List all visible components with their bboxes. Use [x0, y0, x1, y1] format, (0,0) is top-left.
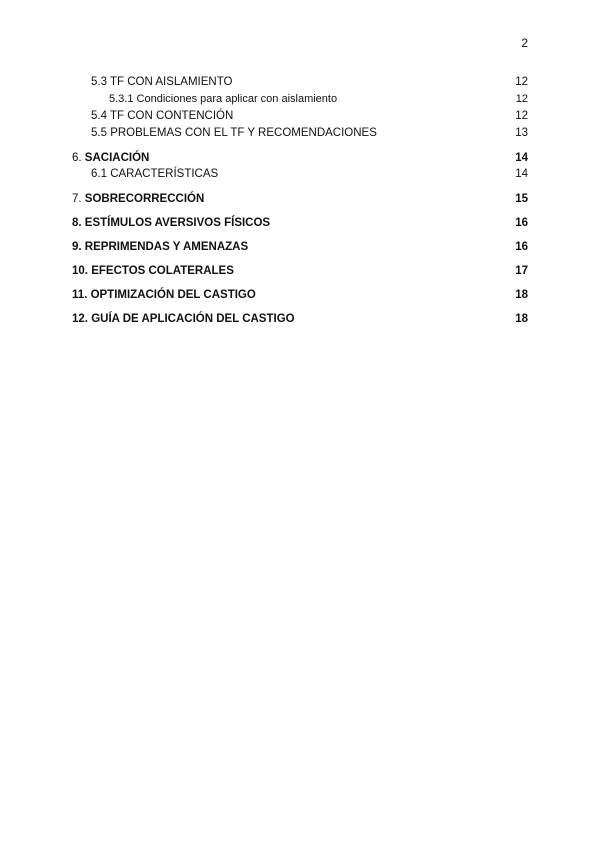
toc-entry-5-5[interactable] [72, 125, 528, 142]
toc-entry-10[interactable] [72, 263, 528, 279]
toc-entry-6-1[interactable] [72, 166, 528, 183]
toc-entry-number: 9. [72, 241, 82, 253]
toc-entry-label [109, 91, 337, 108]
toc-entry-5-4[interactable] [72, 108, 528, 125]
toc-entry-number: 8. [72, 217, 82, 229]
toc-entry-label [72, 311, 295, 327]
toc-entry-title: TF CON CONTENCIÓN [110, 110, 234, 122]
toc-entry-page: 12 [515, 93, 528, 105]
toc-entry-title: ESTÍMULOS AVERSIVOS FÍSICOS [84, 217, 271, 229]
toc-entry-title: PROBLEMAS CON EL TF Y RECOMENDACIONES [110, 127, 377, 139]
toc-entry-label [91, 166, 218, 183]
toc-entry-page: 16 [515, 217, 528, 229]
toc-entry-number: 5.4 [91, 110, 107, 122]
toc-entry-number: 5.3.1 [109, 93, 134, 105]
toc-entry-label [72, 215, 270, 231]
toc-entry-title: SACIACIÓN [84, 152, 150, 164]
toc-entry-page: 14 [515, 168, 528, 180]
toc-entry-page: 12 [515, 76, 528, 88]
toc-entry-title: TF CON AISLAMIENTO [110, 76, 233, 88]
toc-entry-label [72, 239, 248, 255]
toc-entry-title: REPRIMENDAS Y AMENAZAS [84, 241, 249, 253]
toc-entry-title: CARACTERÍSTICAS [110, 168, 219, 180]
toc-entry-number: 12. [72, 313, 88, 325]
toc-entry-8[interactable] [72, 215, 528, 231]
toc-entry-page: 14 [515, 152, 528, 164]
toc-entry-label [91, 125, 377, 142]
toc-entry-title: SOBRECORRECCIÓN [84, 193, 205, 205]
toc-entry-title: GUÍA DE APLICACIÓN DEL CASTIGO [91, 313, 295, 325]
toc-entry-12[interactable] [72, 311, 528, 327]
toc-entry-title: OPTIMIZACIÓN DEL CASTIGO [90, 289, 256, 301]
toc-entry-label [72, 150, 149, 166]
toc-entry-6[interactable] [72, 150, 528, 166]
toc-entry-7[interactable] [72, 191, 528, 207]
toc-entry-page: 12 [515, 110, 528, 122]
toc-entry-label [72, 191, 204, 207]
toc-entry-page: 15 [515, 193, 528, 205]
toc-entry-label [91, 74, 232, 91]
toc-entry-page: 17 [515, 265, 528, 277]
toc-entry-5-3-1[interactable] [72, 91, 528, 108]
page-number: 2 [521, 36, 528, 50]
toc-entry-9[interactable] [72, 239, 528, 255]
toc-entry-5-3[interactable] [72, 74, 528, 91]
toc-entry-number: 10. [72, 265, 88, 277]
toc-entry-page: 13 [515, 127, 528, 139]
toc-entry-label [72, 287, 256, 303]
toc-entry-label [72, 263, 234, 279]
toc-entry-page: 18 [515, 289, 528, 301]
toc-entry-number: 5.5 [91, 127, 107, 139]
toc-entry-title: Condiciones para aplicar con aislamiento [136, 93, 338, 105]
toc-entry-label [91, 108, 233, 125]
toc-entry-number: 6. [72, 152, 82, 164]
toc-entry-11[interactable] [72, 287, 528, 303]
toc-entry-page: 18 [515, 313, 528, 325]
toc-entry-title: EFECTOS COLATERALES [91, 265, 234, 277]
toc-entry-page: 16 [515, 241, 528, 253]
toc-entry-number: 11. [72, 289, 88, 301]
toc-entry-number: 7. [72, 193, 82, 205]
table-of-contents [72, 74, 528, 327]
toc-entry-number: 6.1 [91, 168, 107, 180]
toc-entry-number: 5.3 [91, 76, 107, 88]
